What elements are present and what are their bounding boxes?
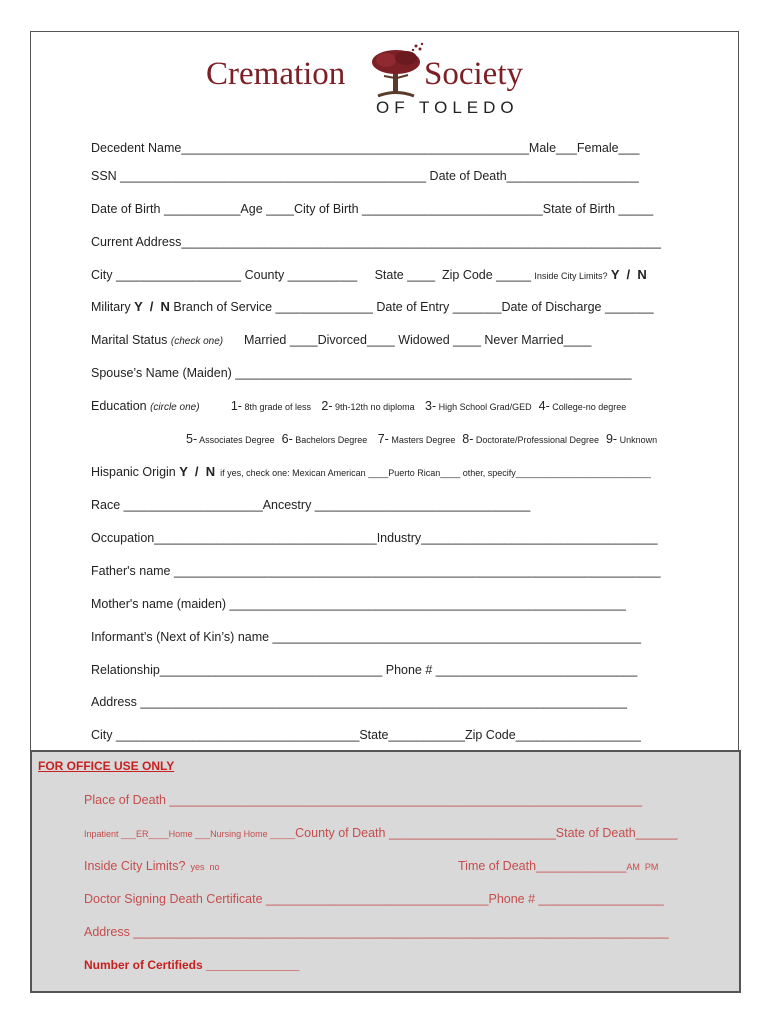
- birth-row[interactable]: Date of Birth ___________Age ____City of Birth __________________________State of Birth _____: [91, 202, 654, 216]
- decedent-name-row[interactable]: Decedent Name__________________________________________________Male___Female___: [91, 141, 640, 155]
- race-row[interactable]: Race ____________________Ancestry _______________________________: [91, 498, 531, 512]
- city-row[interactable]: City __________________ County __________ State ____ Zip Code _____ Inside City Limits? Y / N: [91, 267, 647, 282]
- logo-word-cremation: Cremation: [206, 56, 346, 92]
- logo-word-society: Society: [424, 56, 523, 92]
- logo: [206, 42, 566, 122]
- office-use-section: [30, 750, 741, 993]
- education-row-2[interactable]: 5- Associates Degree 6- Bachelors Degree 7- Masters Degree 8- Doctorate/Professional Degree 9- Unknown: [186, 432, 658, 446]
- doctor-signing-row[interactable]: Doctor Signing Death Certificate ________________________________Phone # __________________: [84, 892, 664, 906]
- address-row[interactable]: Address ______________________________________________________________________: [91, 695, 627, 709]
- ssn-row[interactable]: SSN ____________________________________________ Date of Death___________________: [91, 169, 639, 183]
- office-address-row[interactable]: Address _____________________________________________________________________________: [84, 925, 669, 939]
- city-state-zip-row[interactable]: City ___________________________________State___________Zip Code__________________: [91, 728, 641, 742]
- spouse-name-row[interactable]: Spouse’s Name (Maiden) _________________________________________________________: [91, 366, 632, 380]
- logo-subtitle: OF TOLEDO: [376, 98, 519, 117]
- county-of-death-row[interactable]: Inpatient ___ER____Home ___Nursing Home _____County of Death ________________________State of Death______: [84, 826, 678, 840]
- education-row[interactable]: Education (circle one) 1- 8th grade of less 2- 9th-12th no diploma 3- High School Grad/GED 4- College-no degree: [91, 399, 627, 413]
- tree-icon: [366, 42, 426, 104]
- hispanic-origin-row[interactable]: Hispanic Origin Y / N if yes, check one: Mexican American ____Puerto Rican____ other, specify___________________________: [91, 464, 651, 479]
- place-of-death-row[interactable]: Place of Death ____________________________________________________________________: [84, 793, 643, 807]
- father-name-row[interactable]: Father's name ______________________________________________________________________: [91, 564, 661, 578]
- number-of-certifieds-row[interactable]: Number of Certifieds ______________: [84, 958, 300, 972]
- relationship-row[interactable]: Relationship________________________________ Phone # _____________________________: [91, 663, 638, 677]
- inside-city-limits-row[interactable]: Inside City Limits? yes no: [84, 859, 220, 873]
- office-use-title: FOR OFFICE USE ONLY: [38, 759, 175, 773]
- current-address-row[interactable]: Current Address_____________________________________________________________________: [91, 235, 662, 249]
- informant-row[interactable]: Informant’s (Next of Kin’s) name _____________________________________________________: [91, 630, 642, 644]
- mother-name-row[interactable]: Mother's name (maiden) _________________________________________________________: [91, 597, 626, 611]
- time-of-death-row[interactable]: Time of Death_____________AM PM: [458, 859, 659, 873]
- military-row[interactable]: Military Y / N Branch of Service ______________ Date of Entry _______Date of Discharge _______: [91, 299, 654, 314]
- marital-status-row[interactable]: Marital Status (check one) Married ____Divorced____ Widowed ____ Never Married____: [91, 333, 592, 347]
- occupation-row[interactable]: Occupation________________________________Industry__________________________________: [91, 531, 658, 545]
